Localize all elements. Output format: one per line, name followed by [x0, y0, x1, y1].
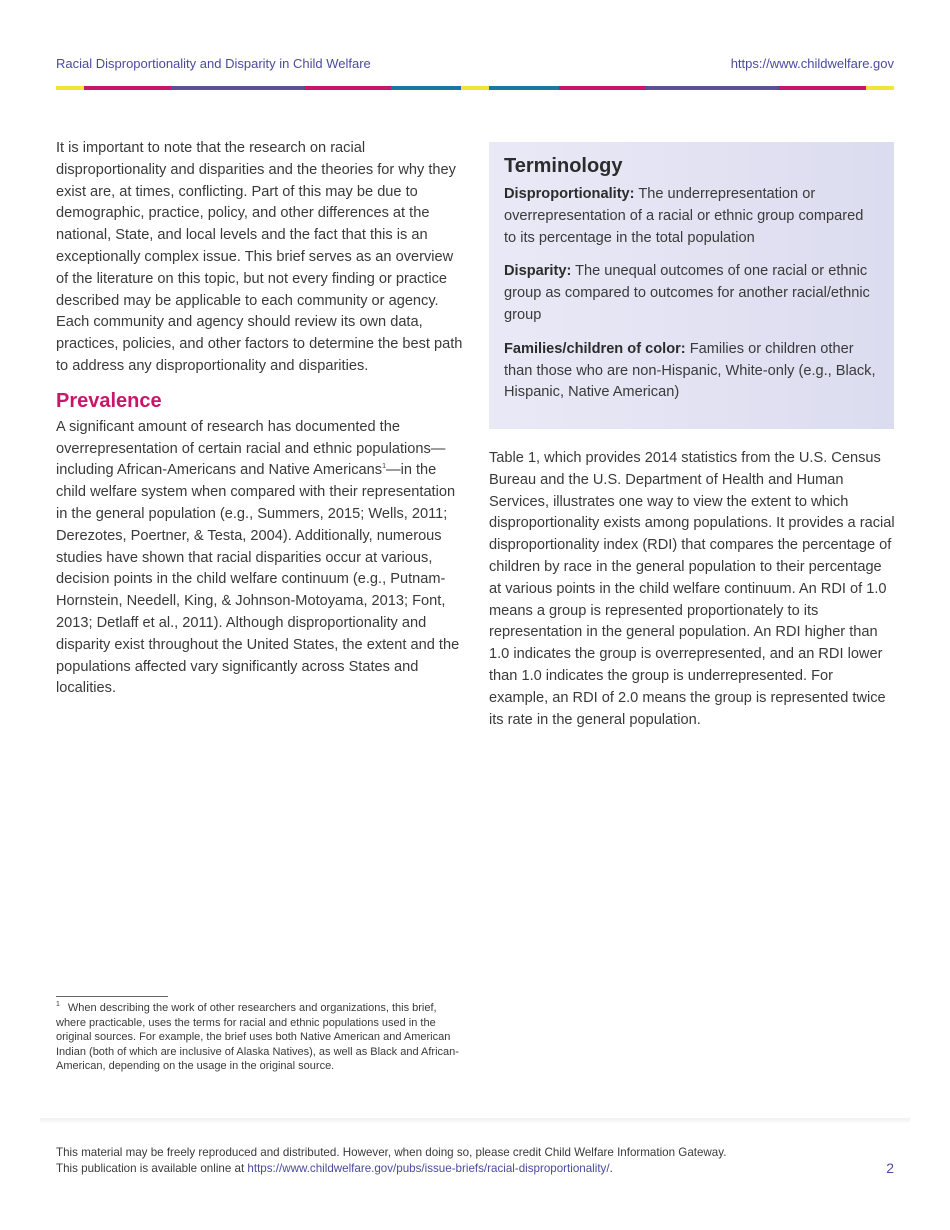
term-label: Disproportionality:	[504, 186, 635, 202]
footnote-divider	[56, 996, 168, 997]
footer-suffix: .	[609, 1161, 613, 1175]
term-entry	[504, 261, 879, 326]
color-segment	[84, 86, 171, 90]
left-column	[56, 138, 466, 700]
color-segment	[171, 86, 305, 90]
footnote-text: When describing the work of other researchers and organizations, this brief, where practicable, uses the terms for racial and ethnic populations used in the original sources. For example, the brief uses both Native American and American Indian (both of which are inclusive of Alaska Natives), as well as Black and African-American, depending on the usage in the original source.	[56, 1002, 459, 1072]
prevalence-heading: Prevalence	[56, 389, 162, 412]
intro-paragraph: It is important to note that the research on racial disproportionality and disparities and the theories for why they exist are, at times, conflicting. Part of this may be due to demographic, practice, policy, and other differences at the national, State, and local levels and the fact that this is an exceptionally complex issue. This brief serves as an overview of the literature on this topic, but not every finding or practice described may be applicable to each community or agency. Each community and agency should review its own data, practices, policies, and other factors to determine the best path to address any disproportionality and disparities.	[56, 140, 463, 374]
table-intro-paragraph: Table 1, which provides 2014 statistics from the U.S. Census Bureau and the U.S. Department of Health and Human Services, illustrates one way to view the extent to which disproportionality exists among populations. It provides a racial disproportionality index (RDI) that compares the percentage of children by race in the general population to their percentage at various points in the child welfare continuum. An RDI of 1.0 means a group is represented proportionately to its representation in the general population. An RDI higher than 1.0 indicates the group is overrepresented, and an RDI lower than 1.0 indicates the group is underrepresented. For example, an RDI of 2.0 means the group is represented twice its rate in the general population.	[489, 450, 895, 728]
document-title: Racial Disproportionality and Disparity in Child Welfare	[56, 56, 371, 71]
term-definition: The unequal outcomes of one racial or ethnic group as compared to outcomes for another racial/ethnic group	[504, 263, 870, 323]
terminology-heading: Terminology	[504, 155, 623, 177]
color-segment	[305, 86, 391, 90]
prevalence-paragraph	[56, 417, 466, 700]
color-segment	[391, 86, 461, 90]
header-color-bar	[56, 86, 894, 90]
footnote	[56, 1001, 466, 1074]
term-definition: The underrepresentation or overrepresentation of a racial or ethnic group compared to its percentage in the total population	[504, 186, 864, 246]
right-column	[489, 448, 895, 731]
color-segment	[461, 86, 489, 90]
page-footer	[56, 1145, 894, 1176]
running-header	[56, 56, 894, 72]
footer-credit-line: This material may be freely reproduced and distributed. However, when doing so, please credit Child Welfare Information Gateway.	[56, 1146, 727, 1159]
footer-prefix: This publication is available online at	[56, 1161, 248, 1175]
page-number: 2	[886, 1160, 894, 1176]
footnote-reference[interactable]: 1	[382, 463, 386, 471]
terminology-box	[489, 142, 894, 429]
prevalence-text-part2: —in the child welfare system when compared with their representation in the general population (e.g., Summers, 2015; Wells, 2011; Derezotes, Poertner, & Testa, 2004). Additionally, numerous studies have shown that racial disparities occur at various, decision points in the child welfare continuum (e.g., Putnam-Hornstein, Needell, King, & Johnson-Motoyama, 2013; Font, 2013; Detlaff et al., 2011). Although disproportionality and disparity exist throughout the United States, the extent and the populations affected vary significantly across States and localities.	[56, 462, 460, 697]
footnote-mark: 1	[56, 1001, 60, 1009]
color-segment	[645, 86, 779, 90]
footer-divider	[40, 1118, 910, 1124]
term-definition: Families or children other than those who are non-Hispanic, White-only (e.g., Black, Hispanic, Native American)	[504, 340, 876, 401]
color-segment	[779, 86, 866, 90]
term-label: Families/children of color:	[504, 340, 686, 357]
color-segment	[559, 86, 645, 90]
site-url-link[interactable]: https://www.childwelfare.gov	[730, 56, 894, 71]
term-entry	[504, 184, 879, 249]
color-segment	[866, 86, 894, 90]
publication-link[interactable]: https://www.childwelfare.gov/pubs/issue-briefs/racial-disproportionality/	[247, 1161, 610, 1175]
term-entry	[504, 339, 879, 404]
color-segment	[489, 86, 559, 90]
footer-availability-line	[56, 1161, 894, 1177]
term-label: Disparity:	[504, 263, 572, 280]
prevalence-text-part1: A significant amount of research has documented the overrepresentation of certain racial and ethnic populations—including African-Americans and Native Americans	[56, 418, 446, 479]
color-segment	[56, 86, 84, 90]
